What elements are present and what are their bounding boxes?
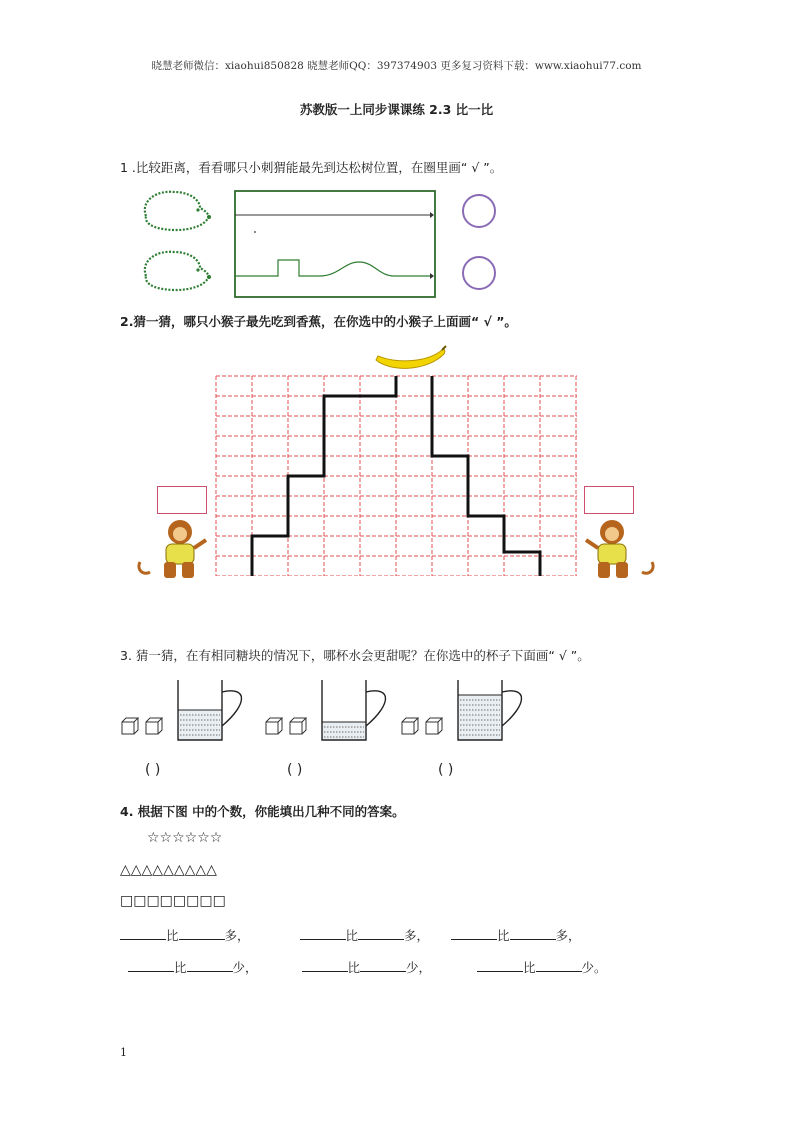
less-line: 比 少， 比 少， 比 少。 [128,958,607,976]
sugar-cube-icon [146,718,162,734]
hedgehog-icons [134,186,218,304]
blank[interactable] [128,959,174,972]
cup-handle [502,691,522,726]
answer-circle-1[interactable] [462,194,496,228]
blank[interactable] [360,959,406,972]
answer-paren-2[interactable]: ( ) [287,762,303,778]
sugar-cube-icon [402,718,418,734]
blank[interactable] [179,927,225,940]
sugar-cube-icon [266,718,282,734]
monkey-right-icon [574,518,658,580]
question-2: 2.猜一猜，哪只小猴子最先吃到香蕉，在你选中的小猴子上面画“ √ ”。 [120,314,517,329]
blank[interactable] [536,959,582,972]
question-3: 3. 猜一猜，在有相同糖块的情况下，哪杯水会更甜呢？在你选中的杯子下面画“ √ ”。 [120,648,590,663]
left-check-box[interactable] [157,486,207,514]
blank[interactable] [187,959,233,972]
blank[interactable] [120,927,166,940]
cup-handle [366,691,386,726]
stars-row: ☆☆☆☆☆☆ [147,830,223,846]
cup-1 [120,676,270,746]
answer-paren-3[interactable]: ( ) [438,762,454,778]
question-1: 1 .比较距离，看看哪只小刺猬能最先到达松树位置，在圈里画“ √ ”。 [120,160,503,175]
cup-2 [264,676,414,746]
sugar-cube-icon [426,718,442,734]
sugar-cube-icon [290,718,306,734]
answer-circle-2[interactable] [462,256,496,290]
blank[interactable] [302,959,348,972]
page-header: 晓慧老师微信：xiaohui850828 晓慧老师QQ：397374903 更多复习资料下载：www.xiaohui77.com [151,60,642,72]
water [178,710,222,740]
water [322,722,366,740]
right-check-box[interactable] [584,486,634,514]
banana-icon [372,344,452,372]
question-4: 4. 根据下图 中的个数，你能填出几种不同的答案。 [120,804,405,819]
blank[interactable] [300,927,346,940]
page-title: 苏教版一上同步课课练 2.3 比一比 [299,102,494,117]
more-line: 比 多， 比 多， 比 多， [120,926,581,944]
blank[interactable] [451,927,497,940]
sugar-cube-icon [122,718,138,734]
blank[interactable] [477,959,523,972]
monkey-left-icon [134,518,218,580]
triangles-row: △△△△△△△△△ [120,862,217,878]
cup-handle [222,691,242,726]
maze-grid [214,372,578,576]
distance-paths [234,190,436,298]
water [458,695,502,740]
blank[interactable] [358,927,404,940]
answer-paren-1[interactable]: ( ) [145,762,161,778]
cup-3 [400,676,550,746]
blank[interactable] [510,927,556,940]
page-number: 1 [120,1046,127,1059]
squares-row: □□□□□□□□ [120,893,226,909]
